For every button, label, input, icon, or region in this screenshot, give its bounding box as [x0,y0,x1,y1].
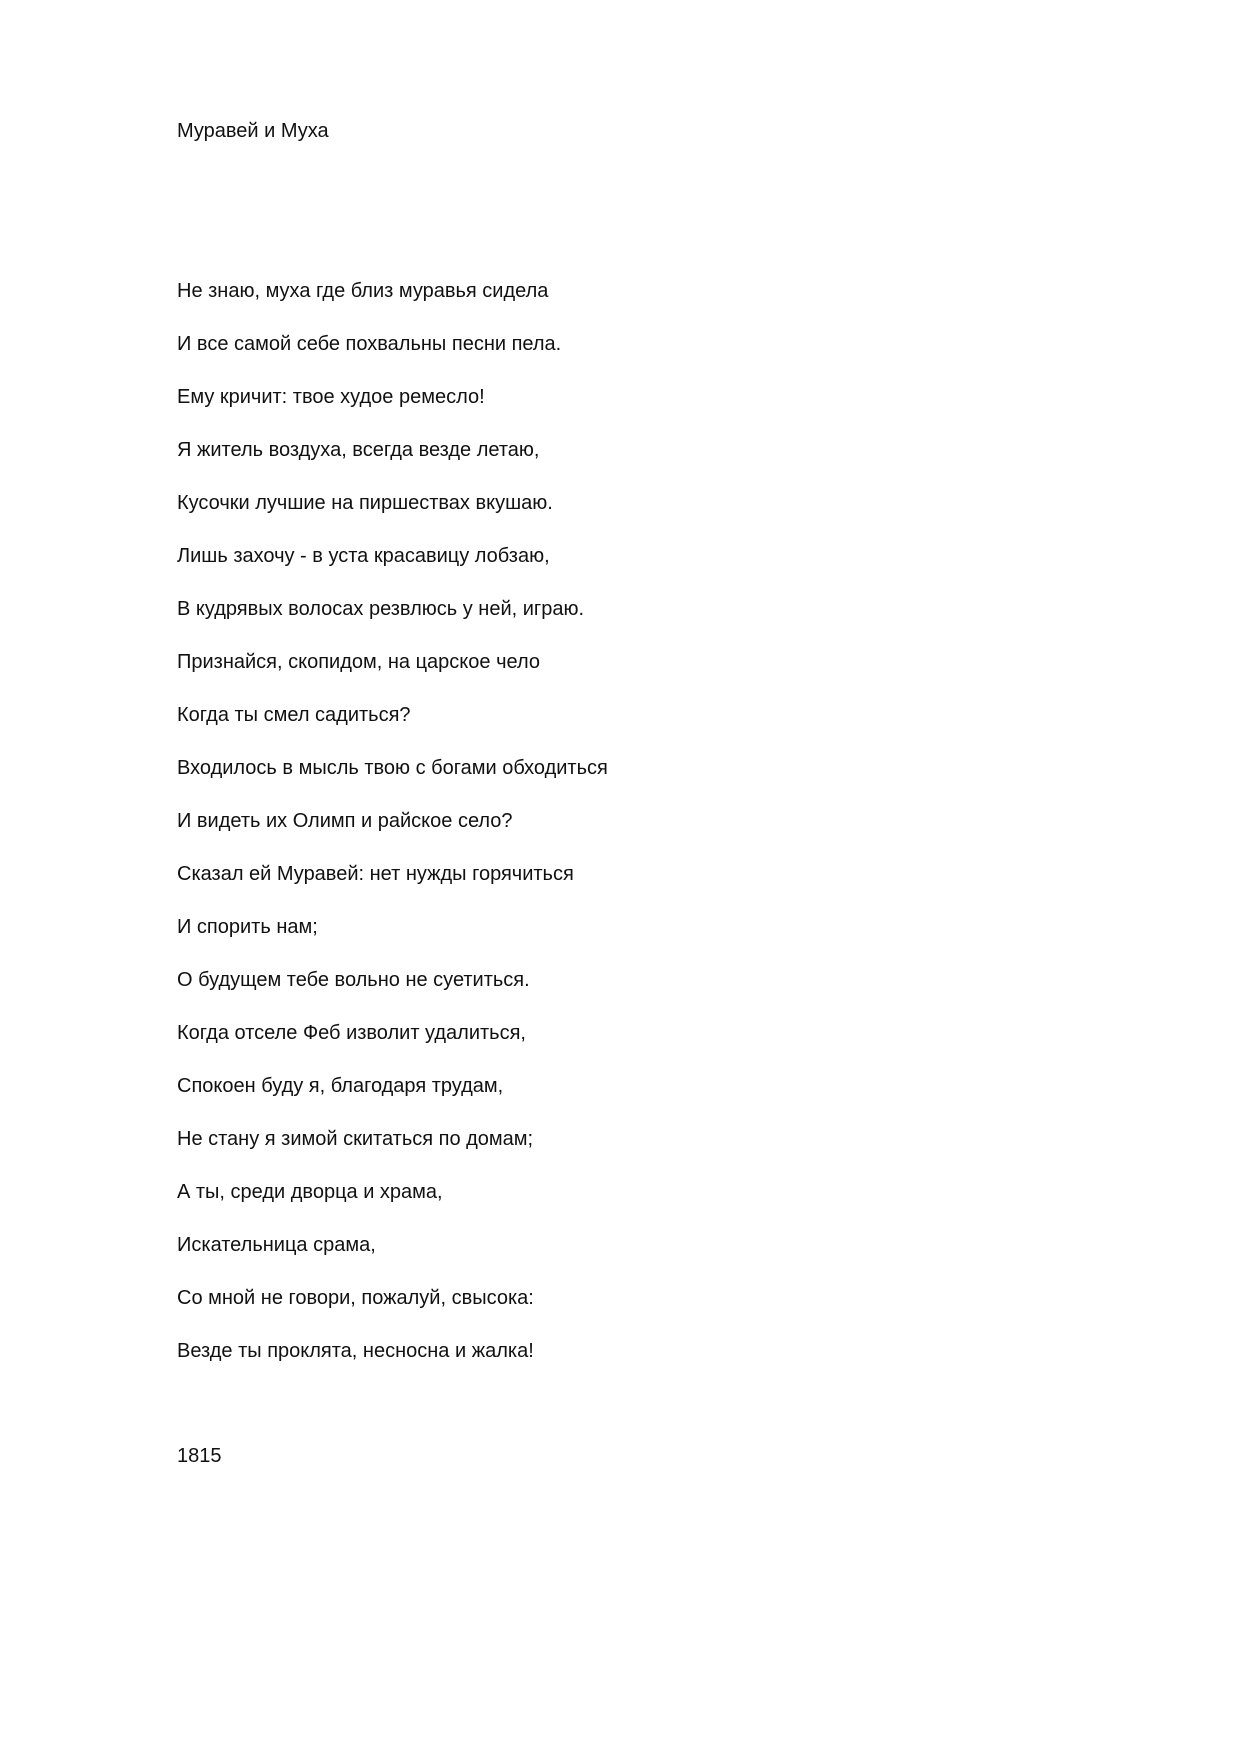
poem-line: И видеть их Олимп и райское село? [177,810,513,832]
poem-line: Со мной не говори, пожалуй, свысока: [177,1287,534,1309]
poem-line: А ты, среди дворца и храма, [177,1181,443,1203]
poem-line: О будущем тебе вольно не суетиться. [177,969,530,991]
poem-line: И все самой себе похвальны песни пела. [177,333,562,355]
poem-line: Когда ты смел садиться? [177,704,411,726]
poem-line: Сказал ей Муравей: нет нужды горячиться [177,863,574,885]
poem-line: Спокоен буду я, благодаря трудам, [177,1075,504,1097]
poem-line: Искательница срама, [177,1234,376,1256]
poem-line: Входилось в мысль твою с богами обходиться [177,757,608,779]
poem-line: Везде ты проклята, несносна и жалка! [177,1340,534,1362]
poem-line: Лишь захочу - в уста красавицу лобзаю, [177,545,550,567]
poem-line: В кудрявых волосах резвлюсь у ней, играю. [177,598,585,620]
poem-line: Я житель воздуха, всегда везде летаю, [177,439,540,461]
poem-title: Муравей и Муха [177,120,329,142]
poem-line: Признайся, скопидом, на царское чело [177,651,540,673]
poem-line: Не знаю, муха где близ муравья сидела [177,280,549,302]
poem-line: Не стану я зимой скитаться по домам; [177,1128,534,1150]
poem-line: И спорить нам; [177,916,318,938]
poem-line: Ему кричит: твое худое ремесло! [177,386,485,408]
poem-line: Когда отселе Феб изволит удалиться, [177,1022,526,1044]
poem-line: Кусочки лучшие на пиршествах вкушаю. [177,492,553,514]
poem-year: 1815 [177,1445,222,1467]
poem-body [177,277,608,1390]
